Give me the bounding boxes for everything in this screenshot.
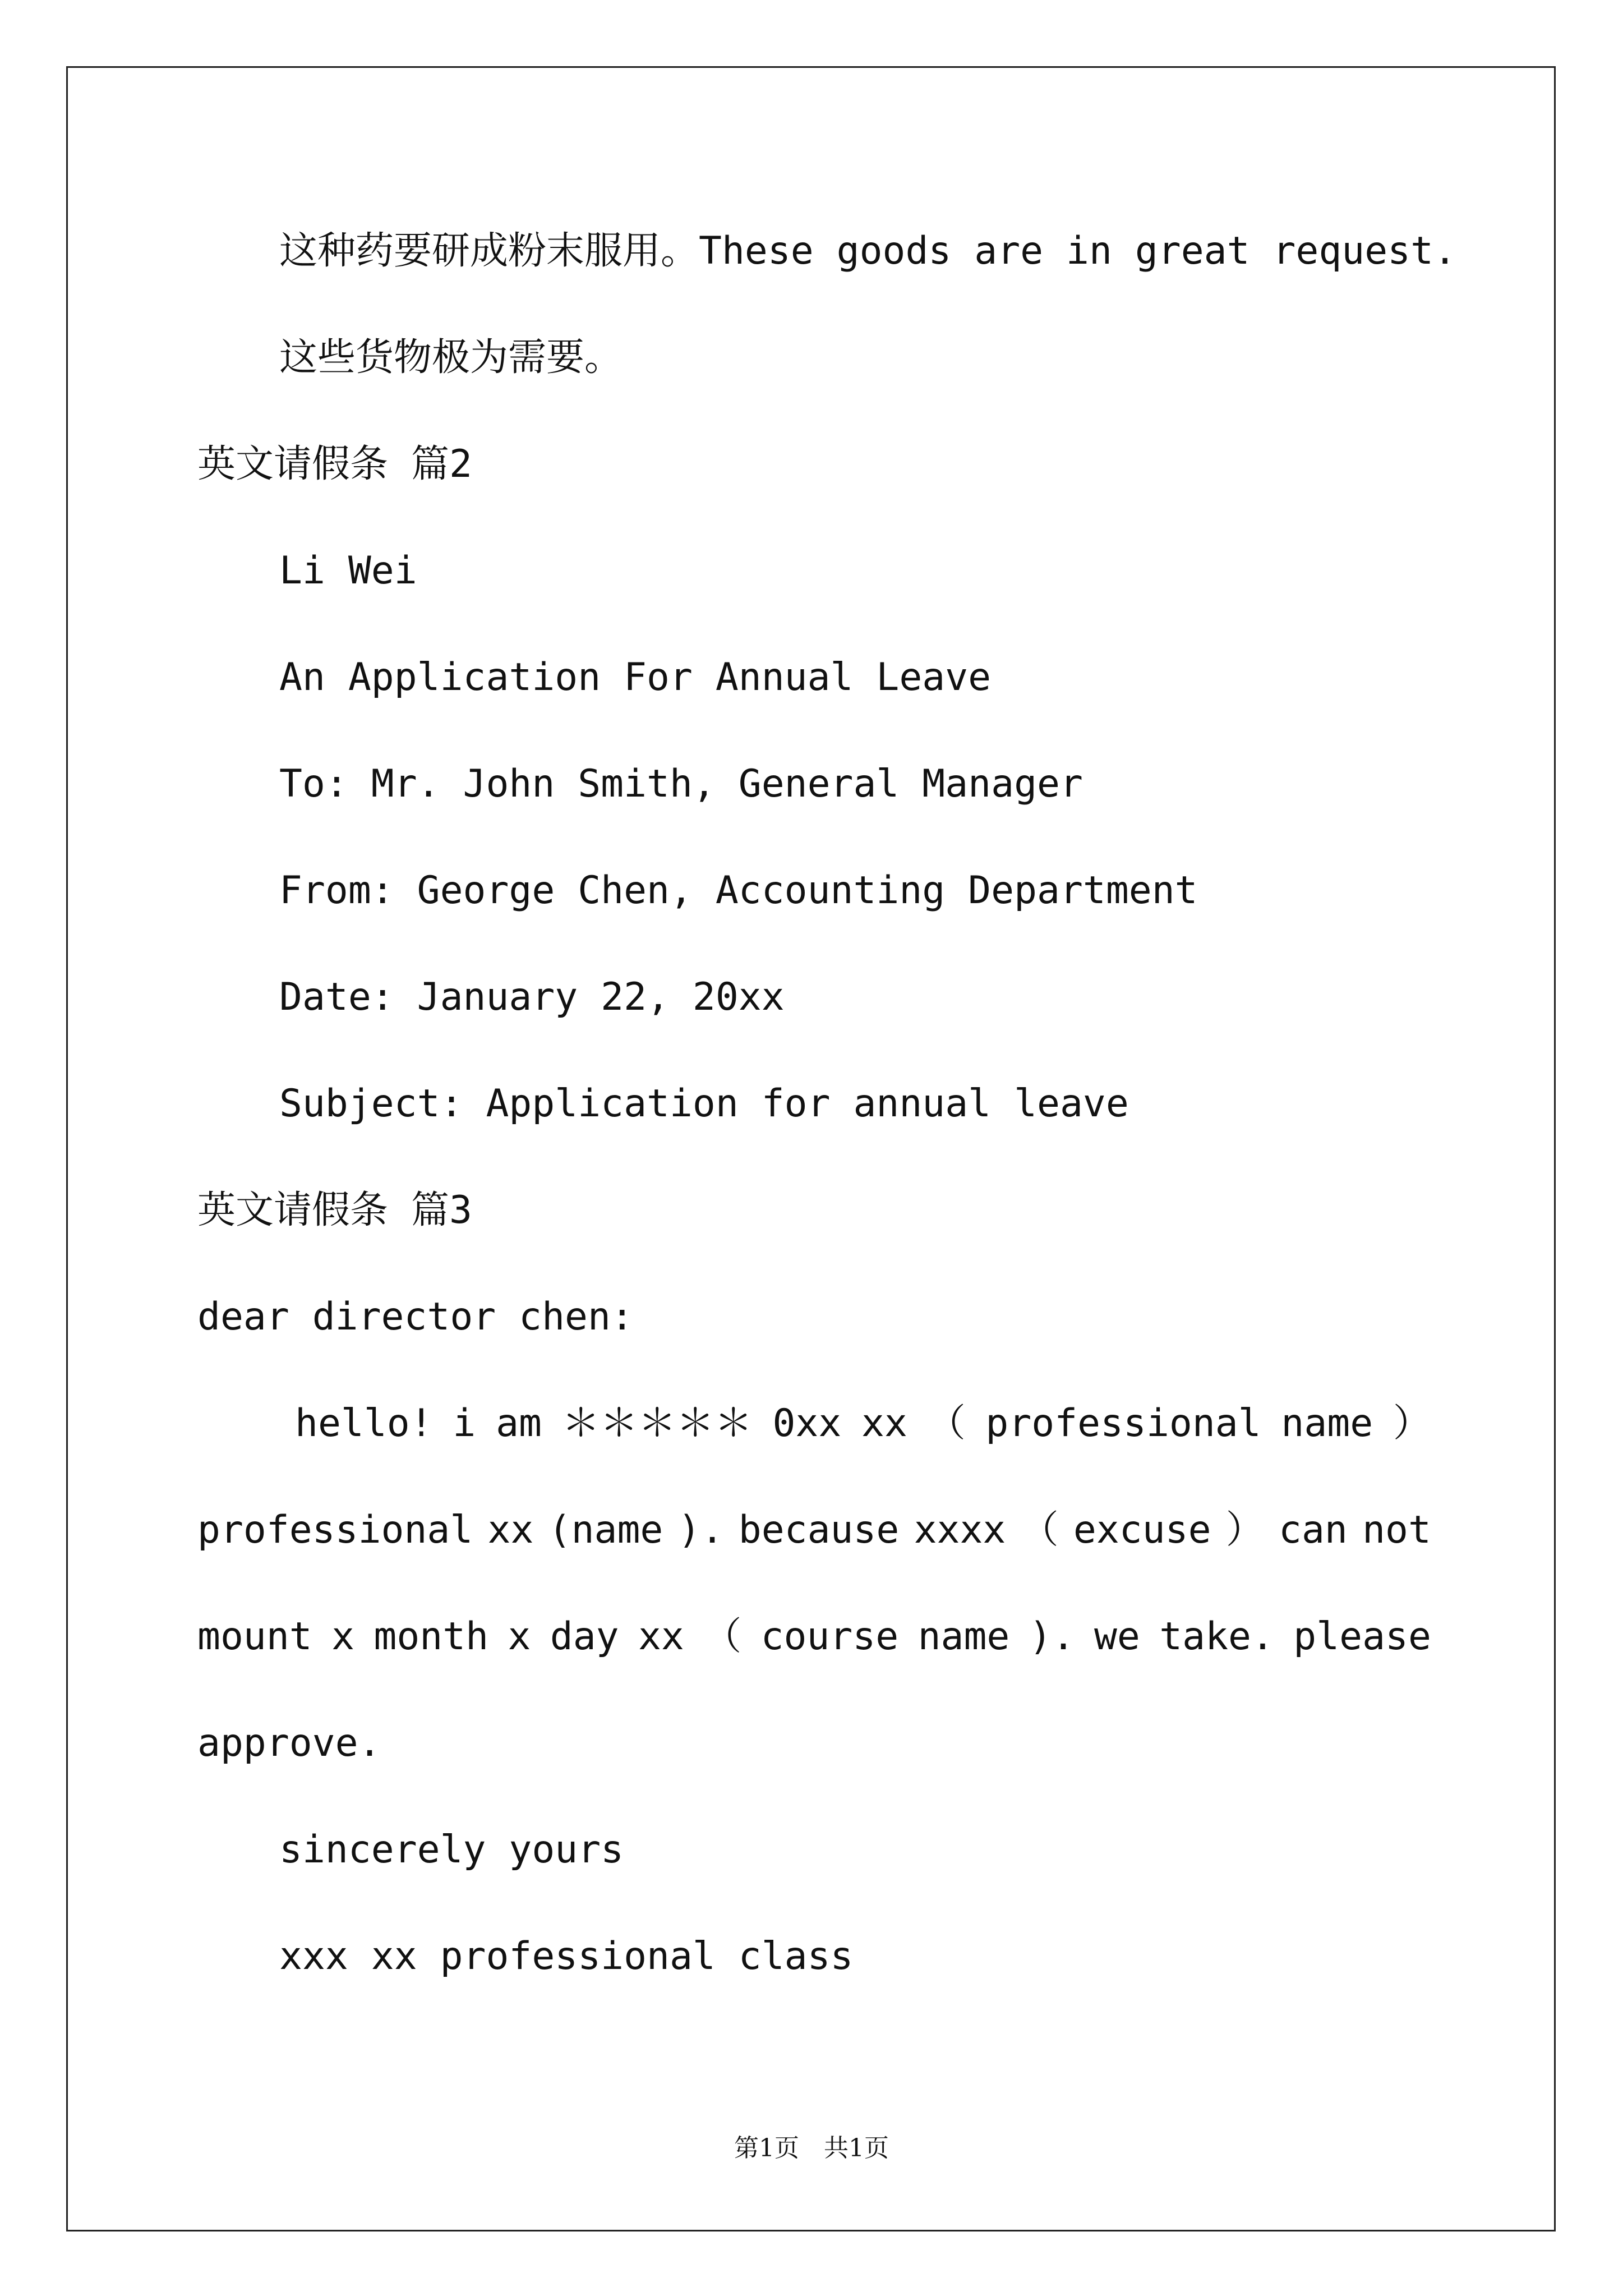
word-token: ） <box>1225 1508 1264 1552</box>
page-border <box>66 66 1556 2231</box>
word-token: can <box>1279 1508 1348 1552</box>
text-line-date: Date: January 22, 20xx <box>279 975 785 1019</box>
word-token: i <box>453 1401 476 1446</box>
word-token: name <box>917 1614 1010 1659</box>
word-token: professional <box>197 1508 473 1552</box>
text-line-to: To: Mr. John Smith, General Manager <box>279 762 1083 806</box>
text-line-subject: Subject: Application for annual leave <box>279 1082 1129 1126</box>
word-token: x <box>508 1614 531 1659</box>
paragraph-line-2 <box>197 1508 1431 1552</box>
word-token: xx <box>638 1614 684 1659</box>
word-token: not <box>1362 1508 1431 1552</box>
text-line-salutation: dear director chen: <box>197 1295 634 1339</box>
word-token: course <box>760 1614 899 1659</box>
section-heading-2: 英文请假条 篇2 <box>197 442 472 486</box>
paragraph-line-1 <box>295 1401 1431 1446</box>
word-token: month <box>374 1614 489 1659</box>
word-token: xx <box>861 1401 907 1446</box>
text-line-from: From: George Chen, Accounting Department <box>279 868 1198 913</box>
word-token: hello! <box>295 1401 433 1446</box>
word-token: （ <box>1020 1508 1059 1552</box>
word-token: ＊＊＊＊＊ <box>561 1401 753 1446</box>
word-token: xx <box>487 1508 534 1552</box>
text-line-closing: sincerely yours <box>279 1828 624 1872</box>
word-token: mount <box>197 1614 312 1659</box>
word-token: please <box>1293 1614 1431 1659</box>
word-token: we <box>1094 1614 1140 1659</box>
word-token: ） <box>1393 1401 1431 1446</box>
section-heading-3: 英文请假条 篇3 <box>197 1188 472 1232</box>
word-token: name <box>1281 1401 1373 1446</box>
word-token: because <box>738 1508 900 1552</box>
word-token: day <box>550 1614 619 1659</box>
word-token: excuse <box>1073 1508 1211 1552</box>
word-token: am <box>496 1401 542 1446</box>
word-token: （ <box>927 1401 966 1446</box>
text-line-approve: approve. <box>197 1721 381 1765</box>
word-token: （ <box>703 1614 742 1659</box>
text-line-1: 这种药要研成粉末服用。These goods are in great request. <box>279 229 1457 273</box>
word-token: 0xx <box>772 1401 842 1446</box>
word-token: take. <box>1159 1614 1274 1659</box>
word-token: ). <box>1029 1614 1075 1659</box>
paragraph-line-3 <box>197 1614 1431 1659</box>
word-token: (name <box>548 1508 663 1552</box>
word-token: professional <box>985 1401 1261 1446</box>
word-token: x <box>331 1614 355 1659</box>
page-footer: 第1页 共1页 <box>734 2134 889 2162</box>
text-line-2: 这些货物极为需要。 <box>279 335 623 380</box>
text-line-signature: xxx xx professional class <box>279 1934 854 1978</box>
text-line-application-title: An Application For Annual Leave <box>279 655 992 700</box>
word-token: xxxx <box>914 1508 1006 1552</box>
word-token: ). <box>677 1508 724 1552</box>
text-line-name: Li Wei <box>279 549 417 593</box>
